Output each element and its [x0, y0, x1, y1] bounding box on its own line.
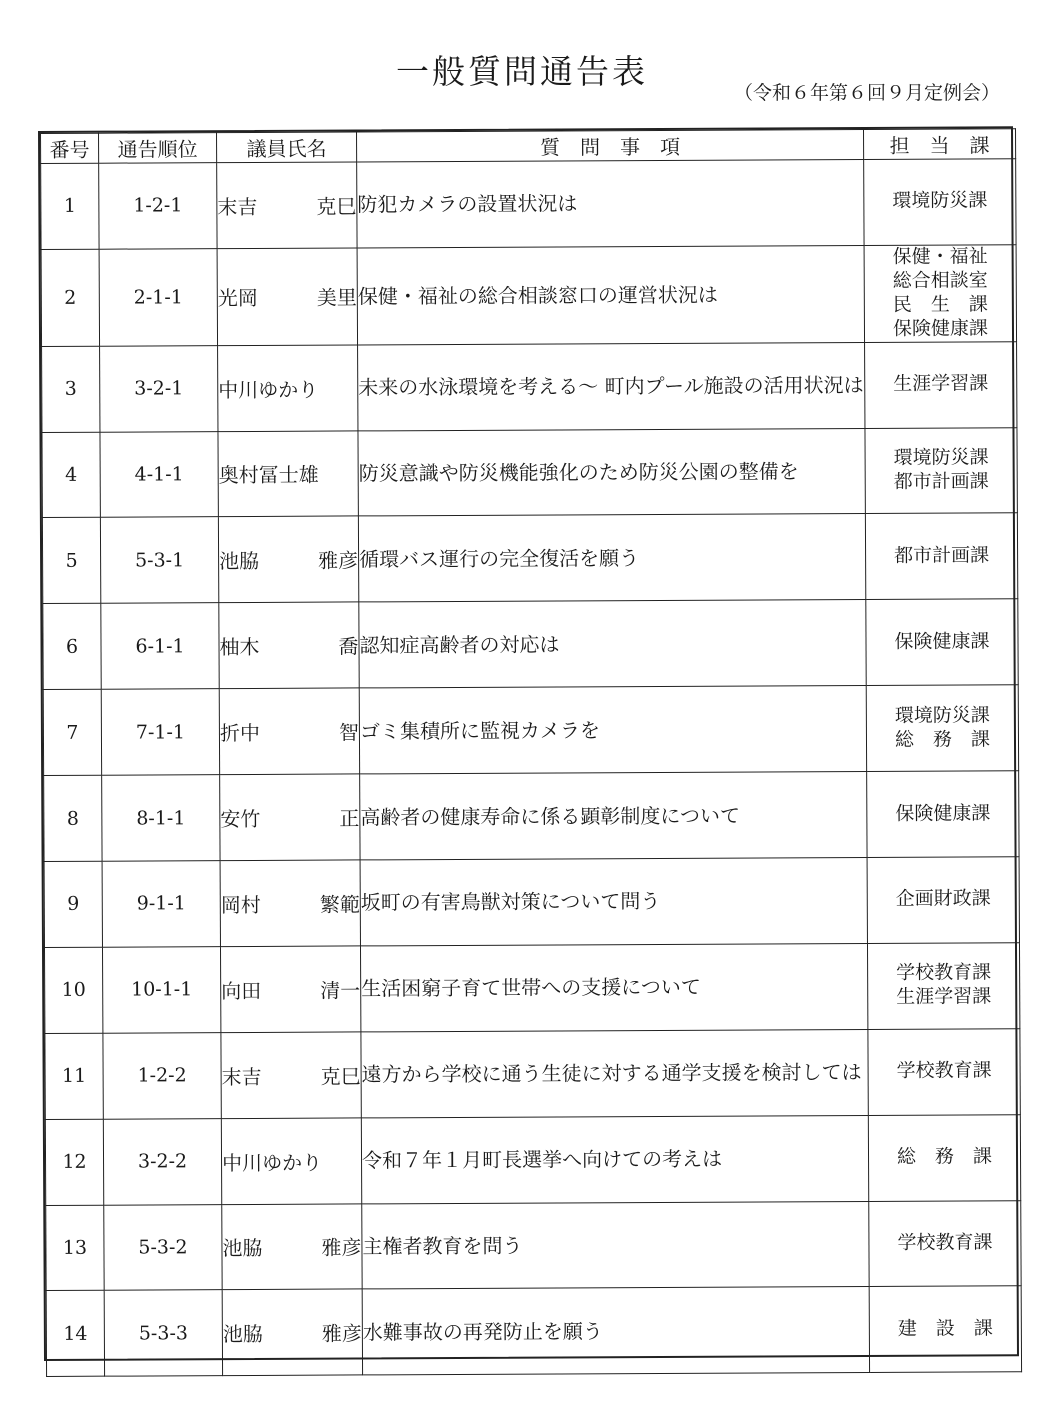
row-number: 7 — [43, 689, 101, 775]
member-name — [219, 688, 359, 775]
table-row — [44, 771, 1019, 862]
notice-table — [40, 128, 1022, 1377]
member-given-name: 克巳 — [320, 1064, 361, 1089]
member-surname: 中川ゆかり — [218, 377, 319, 402]
department-name: 環境防災課 — [894, 704, 990, 727]
question-subject: 保健・福祉の総合相談窓口の運営状況は — [357, 245, 864, 344]
department-cell — [865, 427, 1017, 514]
notice-order: 1-2-2 — [103, 1032, 221, 1118]
member-given-name: 正 — [339, 806, 360, 831]
member-name-group — [222, 1060, 361, 1090]
department-name: 企画財政課 — [895, 887, 991, 911]
department-name: 総合相談室 — [892, 269, 988, 292]
question-subject: 令和７年１月町長選挙へ向けての考えは — [361, 1115, 868, 1203]
table-row — [42, 427, 1017, 518]
notice-order: 5-3-2 — [104, 1204, 222, 1290]
row-number: 4 — [42, 432, 100, 518]
header-row — [41, 129, 1016, 164]
department-name: 総 務 課 — [896, 1145, 993, 1168]
department-cell — [867, 857, 1019, 944]
department-name: 学校教育課 — [896, 1059, 992, 1083]
table-row — [42, 341, 1017, 432]
member-name-group — [223, 1318, 362, 1348]
member-surname: 向田 — [221, 978, 262, 1003]
table-row — [42, 513, 1017, 604]
row-number: 5 — [42, 518, 100, 604]
member-given-name: 雅彦 — [321, 1235, 362, 1261]
department-name: 総 務 課 — [894, 727, 991, 751]
notice-order: 4-1-1 — [100, 431, 218, 517]
table-row — [43, 599, 1018, 690]
member-name — [217, 248, 357, 345]
notice-order: 5-3-3 — [104, 1290, 222, 1376]
member-surname: 池脇 — [222, 1322, 263, 1347]
member-surname: 池脇 — [219, 549, 260, 574]
member-surname: 奥村冨士雄 — [218, 463, 319, 488]
notice-order: 8-1-1 — [102, 775, 220, 861]
table-row — [45, 1114, 1020, 1205]
member-name — [221, 1118, 361, 1205]
member-given-name: 克巳 — [316, 194, 357, 219]
department-name: 民 生 課 — [892, 293, 988, 316]
member-name-group — [219, 545, 358, 575]
row-number: 13 — [46, 1205, 104, 1291]
row-number: 14 — [46, 1291, 104, 1377]
department-cell — [866, 685, 1018, 772]
member-name-group — [219, 459, 358, 489]
question-subject: 循環バス運行の完全復活を願う — [358, 514, 865, 602]
department-cell — [866, 599, 1018, 686]
member-name-group — [222, 1146, 361, 1176]
member-surname: 中川ゆかり — [221, 1150, 323, 1175]
row-number: 11 — [45, 1033, 103, 1119]
notice-order: 9-1-1 — [102, 861, 220, 947]
question-subject: 防犯カメラの設置状況は — [357, 159, 864, 247]
table-row — [44, 857, 1019, 948]
member-surname: 安竹 — [220, 806, 261, 832]
department-name: 都市計画課 — [894, 544, 990, 567]
member-surname: 柚木 — [219, 635, 260, 660]
member-given-name: 美里 — [316, 285, 357, 310]
member-surname: 池脇 — [222, 1236, 263, 1261]
notice-order: 1-2-1 — [99, 163, 217, 249]
department-cell — [865, 513, 1017, 600]
department-cell — [864, 159, 1016, 246]
department-name: 生涯学習課 — [896, 985, 992, 1009]
row-number: 3 — [42, 346, 100, 432]
department-cell — [865, 341, 1017, 428]
table-row — [41, 245, 1016, 347]
member-name — [218, 516, 358, 603]
member-name — [218, 430, 358, 517]
member-name-group — [218, 282, 357, 312]
member-name-group — [221, 888, 360, 918]
row-number: 9 — [44, 861, 102, 947]
member-name-group — [220, 717, 359, 747]
row-number: 10 — [44, 947, 102, 1033]
member-given-name: 智 — [338, 720, 360, 745]
member-name-group — [220, 802, 359, 832]
header-member: 議員氏名 — [217, 132, 357, 163]
row-number: 1 — [41, 163, 99, 249]
department-name: 保険健康課 — [894, 630, 990, 653]
table-row — [46, 1286, 1021, 1377]
notice-order: 3-2-2 — [103, 1118, 221, 1204]
department-cell — [868, 1114, 1020, 1201]
department-name: 都市計画課 — [893, 470, 989, 493]
row-number: 6 — [43, 604, 101, 690]
department-name: 建 設 課 — [897, 1317, 993, 1340]
department-name: 学校教育課 — [896, 961, 992, 985]
row-number: 8 — [44, 775, 102, 861]
notice-order: 5-3-1 — [100, 517, 218, 603]
notice-order: 6-1-1 — [101, 603, 219, 689]
department-name: 保健・福祉 — [892, 245, 988, 268]
department-cell — [869, 1200, 1021, 1287]
question-subject: 主権者教育を問う — [362, 1201, 869, 1289]
department-name: 環境防災課 — [893, 446, 989, 469]
header-order: 通告順位 — [99, 133, 217, 164]
page-title: 一般質問通告表 — [396, 52, 648, 91]
notice-order: 3-2-1 — [100, 345, 218, 431]
member-given-name: 雅彦 — [321, 1321, 362, 1347]
member-name-group — [217, 190, 356, 220]
department-cell — [867, 771, 1019, 858]
table-row — [44, 943, 1019, 1034]
department-name: 保険健康課 — [892, 317, 989, 340]
row-number: 2 — [41, 249, 99, 346]
notice-table-frame — [38, 126, 1019, 1361]
member-name — [222, 1203, 362, 1290]
question-subject: 未来の水泳環境を考える～ 町内プール施設の活用状況は — [358, 342, 865, 430]
table-row — [46, 1200, 1021, 1291]
member-name-group — [219, 631, 358, 661]
row-number: 12 — [45, 1119, 103, 1205]
member-name — [220, 946, 360, 1033]
header-subject: 質 問 事 項 — [357, 129, 864, 161]
table-row — [41, 159, 1016, 250]
question-subject: 遠方から学校に通う生徒に対する通学支援を検討しては — [361, 1029, 868, 1117]
department-name: 生涯学習課 — [893, 372, 989, 395]
member-name — [219, 602, 359, 689]
notice-order: 10-1-1 — [102, 946, 220, 1032]
department-cell — [867, 943, 1019, 1030]
notice-order: 2-1-1 — [99, 249, 217, 346]
member-surname: 光岡 — [217, 286, 258, 311]
department-cell — [869, 1286, 1021, 1373]
member-name-group — [222, 1232, 361, 1262]
question-subject: 坂町の有害鳥獣対策について問う — [360, 857, 867, 945]
question-subject: 防災意識や防災機能強化のため防災公園の整備を — [358, 428, 865, 516]
table-row — [45, 1028, 1020, 1119]
member-given-name: 清一 — [320, 978, 361, 1003]
member-name-group — [221, 974, 360, 1004]
member-given-name: 喬 — [338, 634, 359, 659]
member-surname: 末吉 — [221, 1064, 262, 1089]
member-given-name: 繁範 — [319, 892, 360, 917]
member-name-group — [218, 373, 357, 403]
notice-order: 7-1-1 — [101, 689, 219, 775]
member-name — [222, 1289, 362, 1376]
department-name: 環境防災課 — [892, 189, 988, 213]
question-subject: 生活困窮子育て世帯への支援について — [360, 943, 867, 1031]
header-number: 番号 — [41, 133, 99, 163]
member-name — [220, 774, 360, 861]
member-name — [218, 345, 358, 432]
member-surname: 折中 — [219, 721, 261, 746]
member-surname: 岡村 — [220, 892, 261, 918]
member-name — [217, 162, 357, 249]
table-row — [43, 685, 1018, 776]
department-cell — [868, 1028, 1020, 1115]
question-subject: 認知症高齢者の対応は — [359, 600, 866, 688]
member-name — [221, 1032, 361, 1119]
member-given-name: 雅彦 — [318, 548, 359, 573]
member-name — [220, 860, 360, 947]
session-label: （令和６年第６回９月定例会） — [733, 82, 1000, 104]
table-body — [41, 159, 1022, 1377]
department-name: 保険健康課 — [895, 801, 991, 825]
question-subject: 水難事故の再発防止を願う — [362, 1287, 869, 1375]
question-subject: ゴミ集積所に監視カメラを — [359, 686, 866, 774]
department-name: 学校教育課 — [897, 1231, 993, 1254]
member-surname: 末吉 — [217, 194, 258, 220]
department-cell — [864, 245, 1016, 342]
header-department: 担 当 課 — [864, 129, 1016, 160]
question-subject: 高齢者の健康寿命に係る顕彰制度について — [360, 772, 867, 860]
